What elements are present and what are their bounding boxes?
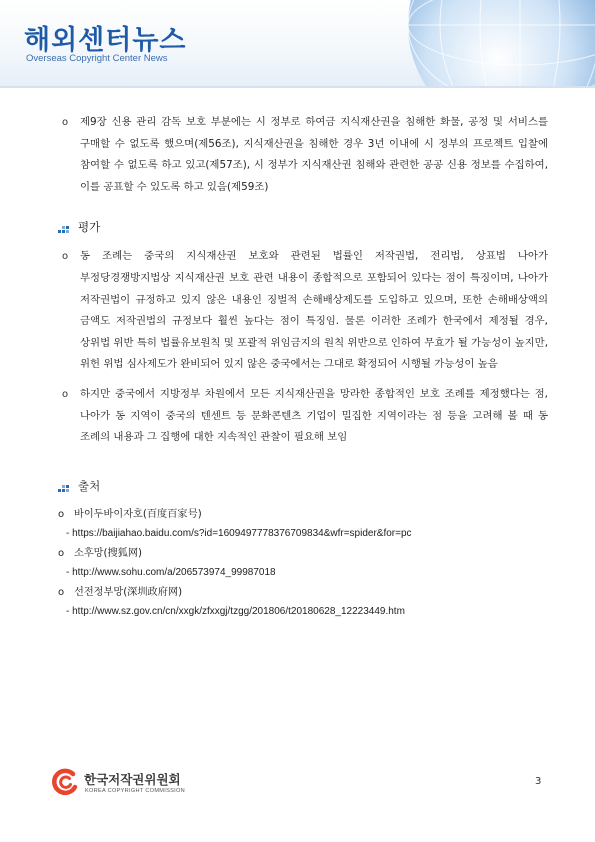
header-title: 해외센터뉴스: [24, 25, 187, 56]
page-header: [0, 0, 595, 88]
bullet-marker: o: [62, 251, 69, 263]
bullet-marker: o: [58, 508, 65, 520]
source-name: 바이두바이자호(百度百家号): [74, 508, 202, 520]
bullet-marker: o: [62, 117, 69, 128]
source-item: [58, 583, 548, 603]
source-name: 소후망(搜狐网): [74, 547, 143, 559]
section-squares-icon: [58, 483, 72, 493]
section-title-sources: 출처: [78, 478, 101, 493]
footer-org-name: 한국저작권위원회: [84, 772, 181, 787]
section-heading-sources: [58, 477, 548, 499]
copyright-commission-logo-icon: [52, 768, 80, 796]
bullet-marker: o: [58, 547, 65, 559]
globe-icon: [405, 0, 595, 88]
section-squares-icon: [58, 224, 72, 234]
source-item: [58, 544, 548, 564]
intro-bullet-item: [58, 112, 548, 198]
header-divider: [0, 86, 595, 88]
evaluation-item-text: 하지만 중국에서 지방정부 차원에서 모든 지식재산권을 망라한 종합적인 보호 조례를 제정했다는 점, 나아가 동 지역이 중국의 텐센트 등 문화콘텐츠 기업이 밀집한 지역이라는 점 등을 고려해 볼 때 동 조례의 내용과 그 집행에 대한 지속적인 관찰이 필요해 보임: [80, 387, 548, 444]
intro-bullet-text: 제9장 신용 관리 감독 보호 부분에는 시 정부로 하여금 지식재산권을 침해한 화물, 공정 및 서비스를 구매할 수 없도록 했으며(제56조), 지식재산권을 침해한 경우 3년 이내에 시 정부의 프로젝트 입찰에 참여할 수 없도록 하고 있고(제57조), 시 정부가 지식재산권 침해와 관련한 공공 신용 정보를 수집하여, 이를 공표할 수 있도록 하고 있음(제59조): [80, 116, 548, 193]
header-subtitle: Overseas Copyright Center News: [26, 53, 168, 64]
evaluation-item: [58, 246, 548, 376]
section-heading-evaluation: [58, 218, 548, 240]
source-list: [58, 505, 548, 622]
source-item: [58, 505, 548, 525]
evaluation-item: [58, 384, 548, 449]
footer-org-name-en: KOREA COPYRIGHT COMMISSION: [85, 788, 186, 794]
source-url: - http://www.sohu.com/a/206573974_99987018: [66, 567, 276, 579]
bullet-marker: o: [62, 388, 69, 400]
source-url: - https://baijiahao.baidu.com/s?id=1609497778376709834&wfr=spider&for=pc: [66, 528, 412, 540]
source-name: 선전정부망(深圳政府网): [74, 586, 183, 598]
main-content: [58, 112, 548, 622]
page-number: 3: [535, 776, 542, 787]
evaluation-item-text: 동 조례는 중국의 지식재산권 보호와 관련된 법률인 저작권법, 전리법, 상표법 나아가 부정당경쟁방지법상 지식재산권 보호 관련 내용이 종합적으로 포함되어 있다는 점이 특징이며, 나아가 저작권법이 규정하고 있지 않은 내용인 징벌적 손해배상제도를 도입하고 있으며, 또한 손해배상액의 금액도 저작권법의 규정보다 훨씬 높다는 점이 특징임. 물론 이러한 조례가 한국에서 제정될 경우, 상위법 위반 특히 법률유보원칙 및 포괄적 위임금지의 원칙 위반으로 인하여 무효가 될 가능성이 높지만, 위헌 위법 심사제도가 완비되어 있지 않은 중국에서는 그대로 확정되어 시행될 가능성이 높음: [80, 250, 548, 371]
bullet-marker: o: [58, 586, 65, 598]
source-url: - http://www.sz.gov.cn/cn/xxgk/zfxxgj/tzgg/201806/t20180628_12223449.htm: [66, 606, 405, 618]
section-title-evaluation: 평가: [78, 220, 101, 235]
